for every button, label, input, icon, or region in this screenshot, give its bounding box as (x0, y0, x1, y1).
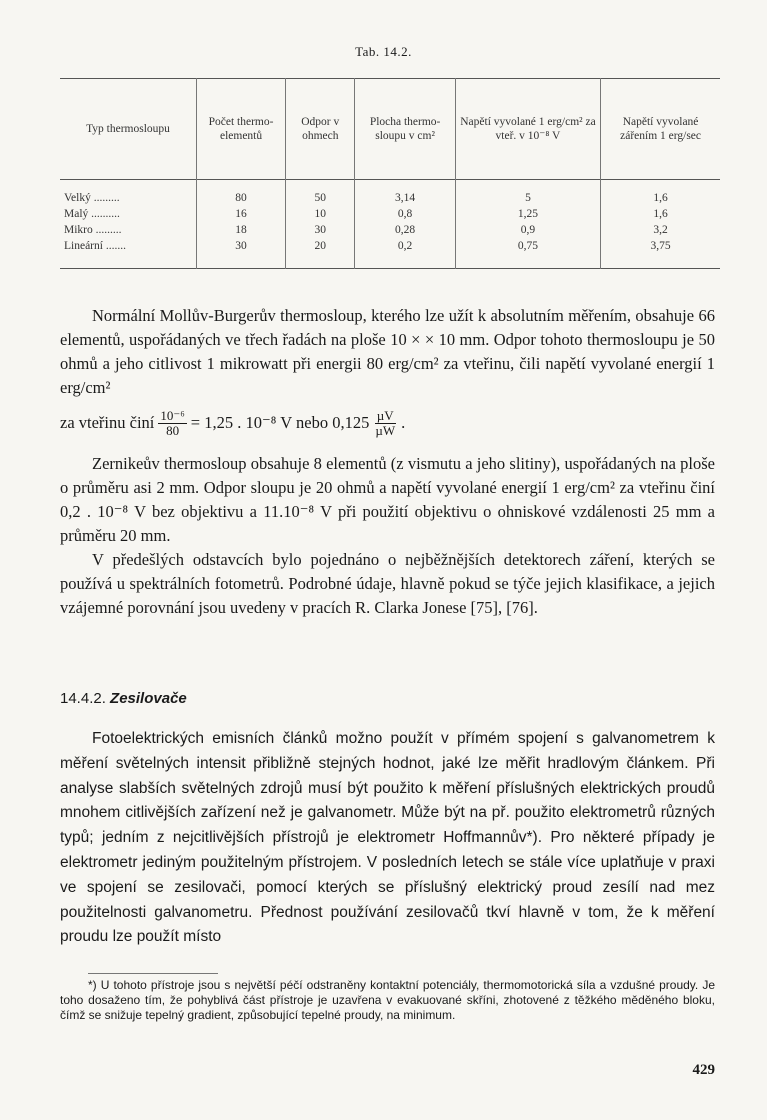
paragraph-text: V předešlých odstavcích bylo pojednáno o nejběžnějších detektorech záření, kterých se používá u spektrálních fotometrů. Podrobné údaje, hlavně pokud se týče jejich klasifikace, a jejich vzájemné porovnání jsou uvedeny v pracích R. Clarka Jonese [75], [76]. (60, 550, 715, 617)
section-title: Zesilovače (110, 690, 187, 707)
table-row (60, 206, 720, 222)
table-cell: 0,9 (455, 222, 600, 238)
header-pocet: Počet thermo-elementů (197, 79, 286, 180)
formula-line (60, 400, 715, 446)
footnote-text: *) U tohoto přístroje jsou s největší péčí odstraněny kontaktní potenciály, thermomotorická síla a vzdušné proudy. Je toho dosaženo tím, že pohyblivá část přístroje je uzavřena v evakuované skříni, zhotovené z těžkého měděného bloku, čímž se snižuje tepelný gradient, způsobující tepelné proudy, na minimum. (60, 978, 715, 1022)
table-cell: 1,25 (455, 206, 600, 222)
table-cell: Lineární ....... (64, 240, 126, 252)
table-cell: 50 (286, 180, 355, 207)
paragraph-zernike (60, 452, 715, 548)
fraction-units (373, 409, 397, 438)
paragraph-references (60, 548, 715, 620)
table-cell: 30 (197, 238, 286, 269)
paragraph-text: Fotoelektrických emisních článků možno použít v přímém spojení s galvanometrem k měření světelných intensit přibližně stejných hodnot, jaké lze měřit hradlovým článkem. Při analyse slabších světelných zdrojů musí být použito k měření příslušných elektrických proudů mnohem citlivějších zařízení než je galvanometr. Může být na př. použito elektrometrů různých typů; jedním z nejcitlivějších přístrojů je elektrometr Hoffmannův*). Pro některé případy je elektrometr jediným použitelným přístrojem. V posledních letech se stále více uplatňuje v praxi ve spojení se zesilovači, pomocí kterých se příslušný elektrický proud zesílí nad mez použitelnosti galvanometru. Přednost používání zesilovačů tkví hlavně v tom, že k měření proudu lze použít místo (60, 730, 715, 946)
header-napeti-cm2: Napětí vyvolané 1 erg/cm² za vteř. v 10⁻⁸ V (455, 79, 600, 180)
formula-middle: = 1,25 . 10⁻⁸ V nebo 0,125 (190, 413, 370, 432)
page-number: 429 (692, 1062, 715, 1078)
fraction-denominator: µW (375, 422, 396, 438)
table-cell: 0,8 (355, 206, 455, 222)
table-cell: Velký ......... (64, 192, 120, 204)
paragraph-text: Zernikeův thermosloup obsahuje 8 elementů (z vismutu a jeho slitiny), uspořádaných na ploše o průměru asi 2 mm. Odpor sloupu je 20 ohmů a napětí vyvolané energií 1 erg/cm² za vteřinu činí 0,2 . 10⁻⁸ V bez objektivu a 11.10⁻⁸ V při použití objektivu o ohniskové vzdálenosti 25 mm a průměru 20 mm. (60, 454, 715, 545)
table-row (60, 238, 720, 269)
thermopile-table (60, 78, 720, 269)
table-caption: Tab. 14.2. (355, 44, 412, 59)
table-cell: 5 (455, 180, 600, 207)
header-plocha: Plocha thermo-sloupu v cm² (355, 79, 455, 180)
footnote-divider (88, 973, 218, 974)
table-cell: Mikro ......... (64, 224, 122, 236)
section-heading (60, 690, 187, 707)
table-cell: 3,2 (601, 222, 720, 238)
table-cell: 0,28 (355, 222, 455, 238)
table-cell: 20 (286, 238, 355, 269)
table-cell: 3,75 (601, 238, 720, 269)
table-cell: 3,14 (355, 180, 455, 207)
paragraph-mollburger (60, 304, 715, 446)
table-cell: 0,75 (455, 238, 600, 269)
footnote (60, 978, 715, 1023)
table-cell: 1,6 (601, 180, 720, 207)
table-header-row (60, 79, 720, 180)
table-cell: 0,2 (355, 238, 455, 269)
fraction-numerator: µV (376, 407, 394, 423)
paragraph-text: Normální Mollův-Burgerův thermosloup, kterého lze užít k absolutním měřením, obsahuje 66 elementů, uspořádaných ve třech řadách na ploše 10 × × 10 mm. Odpor tohoto thermosloupu je 50 ohmů a jeho citlivost 1 mikrowatt při energii 80 erg/cm² za vteřinu, čili napětí vyvolané energií 1 erg/cm² (60, 306, 715, 397)
table-row (60, 222, 720, 238)
fraction-numerator: 10⁻⁶ (160, 407, 185, 423)
formula-prefix: za vteřinu činí (60, 413, 155, 432)
table-cell: 80 (197, 180, 286, 207)
header-typ: Typ thermosloupu (86, 123, 170, 135)
formula-suffix: . (401, 413, 406, 432)
table-row (60, 180, 720, 207)
table-cell: 30 (286, 222, 355, 238)
table-cell: 10 (286, 206, 355, 222)
header-napeti-sec: Napětí vyvolané zářením 1 erg/sec (601, 79, 720, 180)
section-number: 14.4.2. (60, 690, 106, 707)
table-cell: 1,6 (601, 206, 720, 222)
paragraph-amplifiers (60, 727, 715, 950)
fraction-denominator: 80 (166, 422, 180, 438)
table-cell: 16 (197, 206, 286, 222)
table-cell: Malý .......... (64, 208, 120, 220)
fraction-energy (158, 409, 186, 438)
header-odpor: Odpor v ohmech (286, 79, 355, 180)
table-cell: 18 (197, 222, 286, 238)
